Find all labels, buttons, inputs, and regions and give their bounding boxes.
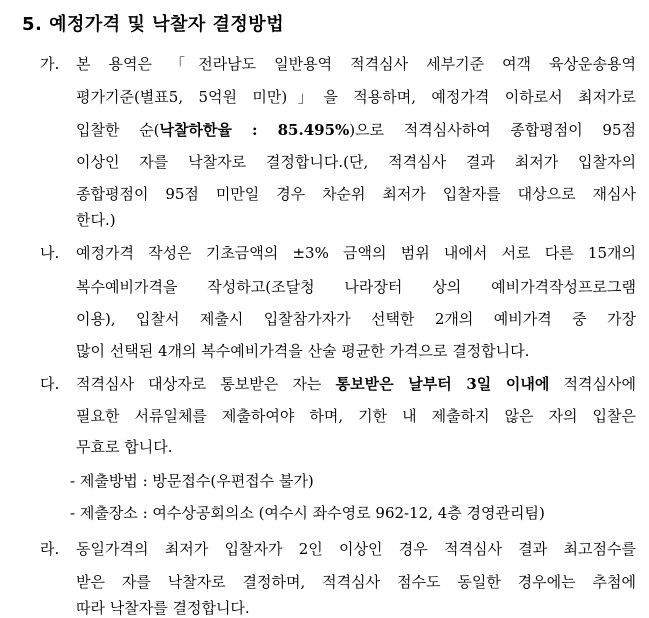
- item-na-line-1: 예정가격 작성은 기초금액의 ±3% 금액의 범위 내에서 서로 다른 15개의: [76, 244, 636, 262]
- item-ga-line-6: 한다.): [76, 211, 116, 229]
- item-ga-line-4: 이상인 자를 낙찰자로 결정합니다.(단, 적격심사 결과 최저가 입찰자의: [76, 153, 636, 171]
- submission-place: - 제출장소 : 여수상공회의소 (여수시 좌수영로 962-12, 4층 경영관리팀): [70, 504, 545, 522]
- item-ra-line-2: 받은 자를 낙찰자로 결정하며, 적격심사 점수도 동일한 경우에는 추첨에: [76, 573, 636, 591]
- item-ra-line-1: 동일가격의 최저가 입찰자가 2인 이상인 경우 적격심사 결과 최고점수를: [76, 540, 636, 558]
- section-heading: 5. 예정가격 및 낙찰자 결정방법: [22, 14, 285, 35]
- emphasis-text: 통보받은 날부터 3일 이내에: [335, 375, 550, 393]
- item-na-line-4: 많이 선택된 4개의 복수예비가격을 산술 평균한 가격으로 결정합니다.: [76, 342, 530, 360]
- item-ra-line-3: 따라 낙찰자를 결정합니다.: [76, 599, 250, 617]
- emphasis-text: 낙찰하한율 : 85.495%: [159, 121, 350, 139]
- item-ga-line-3: 입찰한 순(낙찰하한율 : 85.495%)으로 적격심사하여 종합평점이 95점: [76, 121, 636, 139]
- item-da-line-3: 무효로 합니다.: [76, 438, 173, 456]
- item-marker-ra: 라.: [40, 540, 60, 558]
- item-na-line-3: 이용), 입찰서 제출시 입찰참가자가 선택한 2개의 예비가격 중 가장: [76, 310, 636, 328]
- item-marker-ga: 가.: [40, 55, 60, 73]
- item-marker-na: 나.: [40, 244, 60, 262]
- item-marker-da: 다.: [40, 375, 60, 393]
- item-ga-line-2: 평가기준(별표5, 5억원 미만)」을 적용하며, 예정가격 이하로서 최저가로: [76, 88, 636, 106]
- item-na-line-2: 복수예비가격을 작성하고(조달청 나라장터 상의 예비가격작성프로그램: [76, 278, 636, 296]
- item-ga-line-1: 본 용역은 「전라남도 일반용역 적격심사 세부기준 여객 육상운송용역: [76, 55, 636, 73]
- submission-method: - 제출방법 : 방문접수(우편접수 불가): [70, 472, 314, 490]
- item-da-line-2: 필요한 서류일체를 제출하여야 하며, 기한 내 제출하지 않은 자의 입찰은: [76, 407, 636, 425]
- item-da-line-1: 적격심사 대상자로 통보받은 자는 통보받은 날부터 3일 이내에 적격심사에: [76, 375, 636, 393]
- item-ga-line-5: 종합평점이 95점 미만일 경우 차순위 최저가 입찰자를 대상으로 재심사: [76, 185, 636, 203]
